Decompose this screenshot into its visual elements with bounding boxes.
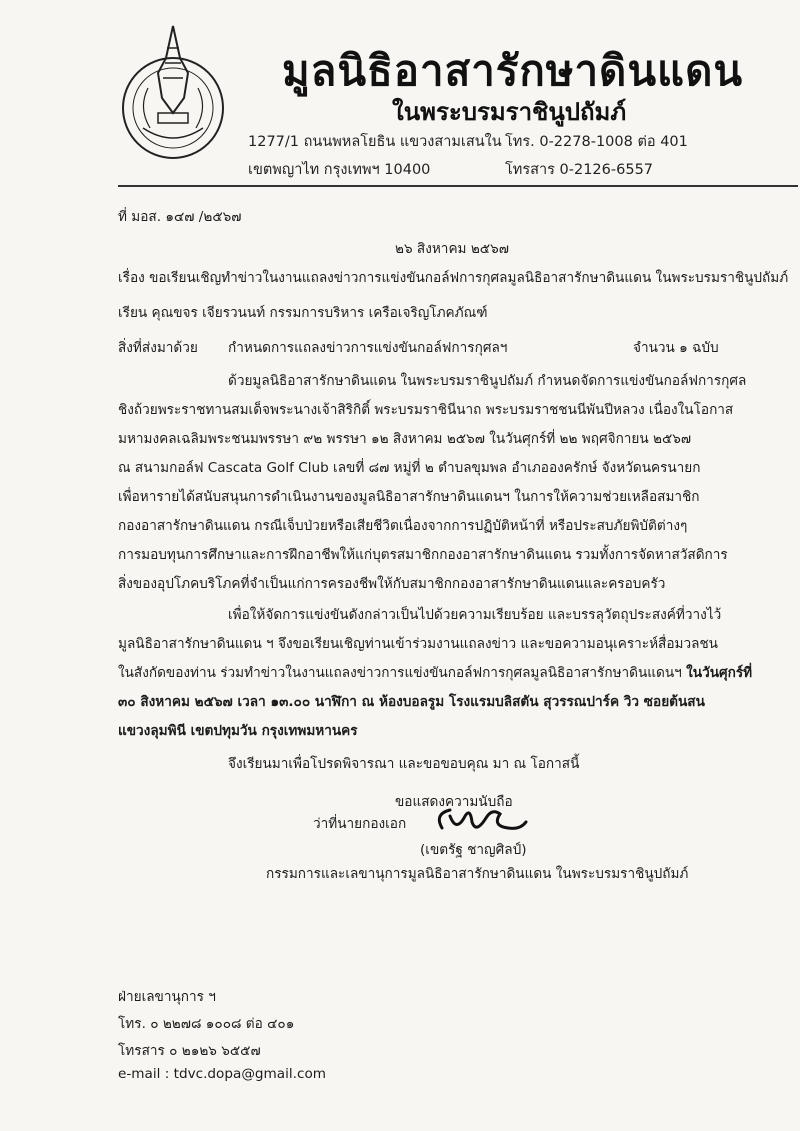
event-date-highlight: ในวันศุกร์ที่ — [686, 665, 753, 681]
enclosure-text: กำหนดการแถลงข่าวการแข่งขันกอล์ฟการกุศลฯ — [228, 340, 508, 356]
body-text: ในสังกัดของท่าน ร่วมทำข่าวในงานแถลงข่าวการแข่งขันกอล์ฟการกุศลมูลนิธิอาสารักษาดินแดนฯ — [118, 665, 682, 681]
body-line: มูลนิธิอาสารักษาดินแดน ฯ จึงขอเรียนเชิญท่านเข้าร่วมงานแถลงข่าว และขอความอนุเคราะห์สื่อมวลชน — [118, 636, 718, 652]
signatory-title-prefix: ว่าที่นายกองเอก — [313, 816, 407, 832]
header-phone: โทร. 0-2278-1008 ต่อ 401 — [505, 134, 688, 150]
regards: ขอแสดงความนับถือ — [395, 794, 513, 810]
footer-phone: โทร. ๐ ๒๒๗๘ ๑๐๐๘ ต่อ ๔๐๑ — [118, 1016, 295, 1032]
subject-line: เรื่อง ขอเรียนเชิญทำข่าวในงานแถลงข่าวการแข่งขันกอล์ฟการกุศลมูลนิธิอาสารักษาดินแดน ในพระบรมราชินูปถัมภ์ — [118, 270, 789, 286]
foundation-crest-icon — [118, 18, 228, 168]
address-line-2: เขตพญาไท กรุงเทพฯ 10400 — [248, 162, 431, 178]
org-subtitle: ในพระบรมราชินูปถัมภ์ — [392, 98, 627, 126]
signature-mark — [430, 800, 530, 840]
signatory-position: กรรมการและเลขานุการมูลนิธิอาสารักษาดินแดน ในพระบรมราชินูปถัมภ์ — [266, 866, 689, 882]
reference-number: ที่ มอส. ๑๔๗ /๒๕๖๗ — [118, 209, 242, 225]
closing-paragraph: จึงเรียนมาเพื่อโปรดพิจารณา และขอขอบคุณ มา ณ โอกาสนี้ — [228, 756, 580, 772]
body-line: สิ่งของอุปโภคบริโภคที่จำเป็นแก่การครองชีพให้กับสมาชิกกองอาสารักษาดินแดนและครอบครัว — [118, 576, 666, 592]
body-line: ด้วยมูลนิธิอาสารักษาดินแดน ในพระบรมราชินูปถัมภ์ กำหนดจัดการแข่งขันกอล์ฟการกุศล — [228, 373, 747, 389]
body-line — [118, 661, 752, 683]
recipient-line: เรียน คุณขจร เจียรวนนท์ กรรมการบริหาร เครือเจริญโภคภัณฑ์ — [118, 305, 488, 321]
footer-department: ฝ่ายเลขานุการ ฯ — [118, 989, 216, 1005]
header-divider — [118, 185, 798, 187]
org-name: มูลนิธิอาสารักษาดินแดน — [282, 46, 744, 95]
footer-fax: โทรสาร ๐ ๒๑๒๖ ๖๕๕๗ — [118, 1043, 261, 1059]
body-line: ณ สนามกอล์ฟ Cascata Golf Club เลขที่ ๘๗ หมู่ที่ ๒ ตำบลขุมพล อำเภอองครักษ์ จังหวัดนครนายก — [118, 460, 701, 476]
enclosure-label: สิ่งที่ส่งมาด้วย — [118, 340, 198, 356]
event-location-line: แขวงลุมพินี เขตปทุมวัน กรุงเทพมหานคร — [118, 723, 358, 739]
header-fax: โทรสาร 0-2126-6557 — [505, 162, 654, 178]
signatory-name: (เขตรัฐ ชาญศิลป์) — [420, 842, 527, 858]
event-details-line: ๓๐ สิงหาคม ๒๕๖๗ เวลา ๑๓.๐๐ นาฬิกา ณ ห้องบอลรูม โรงแรมบลิสตัน สุวรรณปาร์ค วิว ซอยต้นสน — [118, 694, 705, 710]
address-line-1: 1277/1 ถนนพหลโยธิน แขวงสามเสนใน — [248, 134, 502, 150]
body-line: มหามงคลเฉลิมพระชนมพรรษา ๙๒ พรรษา ๑๒ สิงหาคม ๒๕๖๗ ในวันศุกร์ที่ ๒๒ พฤศจิกายน ๒๕๖๗ — [118, 431, 692, 447]
body-line: เพื่อหารายได้สนับสนุนการดำเนินงานของมูลนิธิอาสารักษาดินแดนฯ ในการให้ความช่วยเหลือสมาชิก — [118, 489, 700, 505]
body-line: ชิงถ้วยพระราชทานสมเด็จพระนางเจ้าสิริกิติ์ พระบรมราชินีนาถ พระบรมราชชนนีพันปีหลวง เนื่องในโอกาส — [118, 402, 734, 418]
enclosure-count: จำนวน ๑ ฉบับ — [633, 340, 719, 356]
body-line: กองอาสารักษาดินแดน กรณีเจ็บป่วยหรือเสียชีวิตเนื่องจากการปฏิบัติหน้าที่ หรือประสบภัยพิบัติต่างๆ — [118, 518, 688, 534]
body-line: การมอบทุนการศึกษาและการฝึกอาชีพให้แก่บุตรสมาชิกกองอาสารักษาดินแดน รวมทั้งการจัดหาสวัสดิการ — [118, 547, 728, 563]
body-line: เพื่อให้จัดการแข่งขันดังกล่าวเป็นไปด้วยความเรียบร้อย และบรรลุวัตถุประสงค์ที่วางไว้ — [228, 607, 722, 623]
letter-date: ๒๖ สิงหาคม ๒๕๖๗ — [395, 241, 509, 257]
footer-email: e-mail : tdvc.dopa@gmail.com — [118, 1066, 327, 1082]
